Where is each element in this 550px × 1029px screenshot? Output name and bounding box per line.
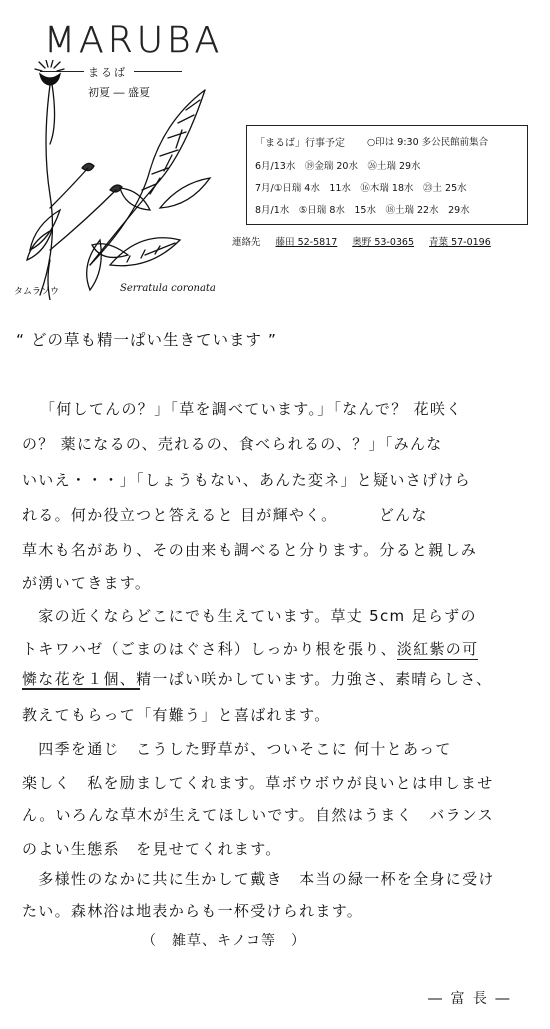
article-line: 四季を通じ こうした野草が、ついそこに 何十とあって [22, 740, 452, 758]
contact-item: 青葉 57-0196 [429, 237, 491, 248]
article-line: いいえ・・・」「しょうもない、あんた変ネ」と疑いさげけら [22, 471, 471, 489]
schedule-box [246, 125, 528, 225]
plant-scientific-name: Serratula coronata [120, 283, 216, 294]
article-line: のよい生態系 を見せてくれます。 [22, 840, 282, 858]
marked-fragment: 淡紅紫の可 [396, 640, 479, 658]
plant-japanese-name: タムラソウ [14, 287, 60, 297]
article-parenthetical: （ 雑草、キノコ等 ） [142, 933, 307, 949]
contact-item: 藤田 52-5817 [275, 237, 338, 248]
contact-line [232, 234, 503, 248]
article-line: 教えてもらって「有難う」と喜ばれます。 [22, 706, 331, 724]
article-line: たい。森林浴は地表からも一杯受けられます。 [22, 902, 364, 920]
schedule-row-august: 8月/1水 ⑤日瑞 8水 15水 ⑱土瑞 22水 29水 [255, 205, 470, 216]
article-line: ん。いろんな草木が生えてほしいです。自然はうまく バランス [22, 806, 494, 824]
article-line-with-marked-end [22, 638, 478, 659]
article-line: が湧いてきます。 [22, 574, 152, 592]
title-reading: まるば [88, 66, 127, 79]
schedule-note: ○印は 9:30 多公民館前集合 [367, 137, 489, 148]
plant-illustration [0, 60, 230, 300]
article-line: 多様性のなかに共に生かして戴き 本当の緑一杯を全身に受け [22, 870, 495, 888]
article-line: 「何してんの？」「草を調べています。」「なんで？ 花咲く [40, 400, 463, 418]
season-label: 初夏 ― 盛夏 [88, 86, 150, 99]
article-line-with-marked-start [22, 668, 492, 689]
marked-underline [22, 688, 140, 690]
article-line: 草木も名があり、その由来も調べると分ります。分ると親しみ [22, 541, 478, 559]
article-line-text: トキワハゼ（ごまのはぐさ科）しっかり根を張り、 [22, 640, 397, 658]
article-line: 家の近くならどこにでも生えています。草丈 5cm 足らずの [22, 607, 477, 625]
article-heading: “ どの草も精一ぱい生きています ” [16, 331, 277, 349]
contact-item: 奥野 53-0365 [352, 237, 415, 248]
contact-label: 連絡先 [232, 237, 261, 248]
article-line: 楽しく 私を励ましてくれます。草ボウボウが良いとは申しませ [22, 774, 494, 792]
article-line-text: 憐な花を１個、精一ぱい咲かしています。力強さ、素晴らしさ、 [22, 670, 493, 688]
schedule-row-july: 7月/①日瑞 4水 11水 ⑯木瑞 18水 ㉓土 25水 [255, 183, 467, 194]
newsletter-title: MARUBA [44, 20, 224, 61]
schedule-row-june: 6月/13水 ⑲金瑞 20水 ㉖土瑞 29水 [255, 161, 421, 172]
article-line: の？ 薬になるの、売れるの、食べられるの、？」「みんな [22, 435, 443, 453]
author-signature: ― 富 長 ― [428, 991, 512, 1007]
schedule-title: 「まるば」行事予定 [255, 138, 345, 149]
article-line: れる。何か役立つと答えると 目が輝やく。 どんな [22, 506, 428, 524]
